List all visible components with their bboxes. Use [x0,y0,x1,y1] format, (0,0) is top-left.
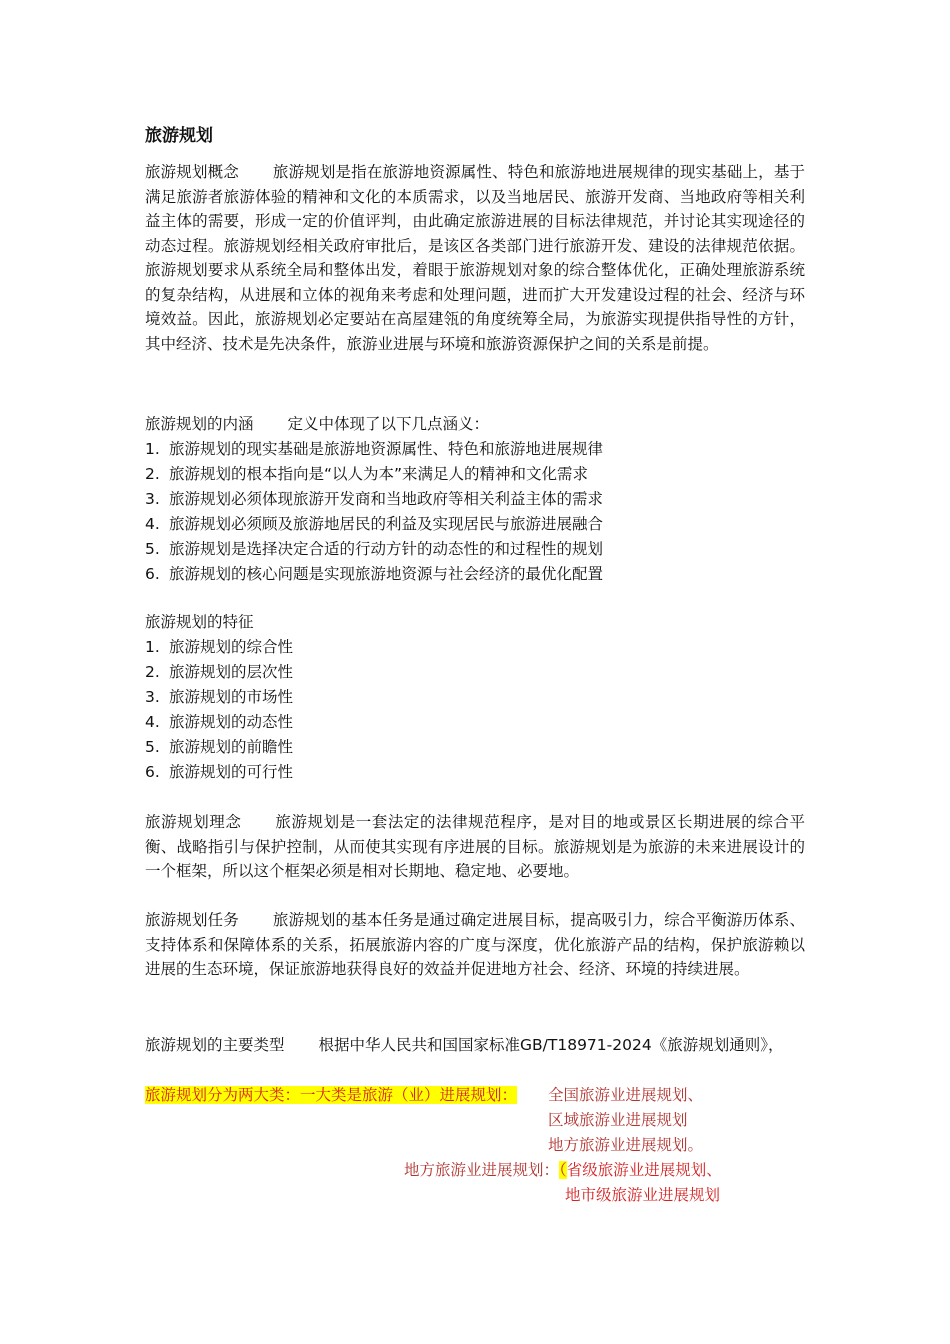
list-item: 4. 旅游规划必须顾及旅游地居民的利益及实现居民与旅游进展融合 [145,515,604,533]
philosophy-text: 旅游规划是一套法定的法律规范程序，是对目的地或景区长期进展的综合平衡、战略指引与保护控制，从而使其实现有序进展的目标。旅游规划是为旅游的未来进展设计的一个框架，所以这个框架必须是相对长期地、稳定地、必要地。 [145,813,805,880]
category-local: 地方旅游业进展规划。 [548,1136,704,1154]
concept-label: 旅游规划概念 [145,163,239,181]
list-item: 1. 旅游规划的综合性 [145,638,294,656]
types-label: 旅游规划的主要类型 [145,1036,285,1054]
types-text: 根据中华人民共和国国家标准GB/T18971-2024《旅游规划通则》， [318,1036,784,1054]
features-heading: 旅游规划的特征 [145,613,254,631]
local-open-paren: （ [559,1161,567,1179]
local-municipal: 地市级旅游业进展规划 [565,1186,721,1204]
concept-paragraph [145,160,805,356]
connotation-label: 旅游规划的内涵 [145,415,254,433]
tasks-text: 旅游规划的基本任务是通过确定进展目标，提高吸引力，综合平衡游历体系、支持体系和保障体系的关系，拓展旅游内容的广度与深度，优化旅游产品的结构，保护旅游赖以进展的生态环境，保证旅游地获得良好的效益并促进地方社会、经济、环境的持续进展。 [145,911,805,978]
list-item: 5. 旅游规划是选择决定合适的行动方针的动态性的和过程性的规划 [145,540,604,558]
tasks-label: 旅游规划任务 [145,911,239,929]
tasks-paragraph [145,908,805,982]
list-item: 2. 旅游规划的层次性 [145,663,294,681]
philosophy-paragraph [145,810,805,884]
philosophy-label: 旅游规划理念 [145,813,242,831]
list-item: 4. 旅游规划的动态性 [145,713,294,731]
categories-heading [145,1083,517,1107]
list-item: 2. 旅游规划的根本指向是“以人为本”来满足人的精神和文化需求 [145,465,589,483]
list-item: 5. 旅游规划的前瞻性 [145,738,294,756]
types-line [145,1033,783,1057]
page-title: 旅游规划 [145,126,213,146]
connotation-intro: 定义中体现了以下几点涵义： [287,415,490,433]
connotation-heading [145,412,489,436]
local-planning-line [404,1158,722,1182]
local-provincial: 省级旅游业进展规划、 [566,1161,722,1179]
local-label: 地方旅游业进展规划： [404,1161,560,1179]
category-regional: 区域旅游业进展规划 [548,1111,688,1129]
category-national: 全国旅游业进展规划、 [548,1086,704,1104]
list-item: 3. 旅游规划必须体现旅游开发商和当地政府等相关利益主体的需求 [145,490,604,508]
concept-text: 旅游规划是指在旅游地资源属性、特色和旅游地进展规律的现实基础上，基于满足旅游者旅游体验的精神和文化的本质需求，以及当地居民、旅游开发商、当地政府等相关利益主体的需要，形成一定的价值评判，由此确定旅游进展的目标法律规范，并讨论其实现途径的动态过程。旅游规划经相关政府审批后，是该区各类部门进行旅游开发、建设的法律规范依据。旅游规划要求从系统全局和整体出发，着眼于旅游规划对象的综合整体优化，正确处理旅游系统的复杂结构，从进展和立体的视角来考虑和处理问题，进而扩大开发建设过程的社会、经济与环境效益。因此，旅游规划必定要站在高屋建瓴的角度统筹全局，为旅游实现提供指导性的方针，其中经济、技术是先决条件，旅游业进展与环境和旅游资源保护之间的关系是前提。 [145,163,805,353]
list-item: 1. 旅游规划的现实基础是旅游地资源属性、特色和旅游地进展规律 [145,440,604,458]
list-item: 6. 旅游规划的核心问题是实现旅游地资源与社会经济的最优化配置 [145,565,604,583]
list-item: 6. 旅游规划的可行性 [145,763,294,781]
categories-highlight: 旅游规划分为两大类：一大类是旅游（业）进展规划： [145,1086,518,1104]
list-item: 3. 旅游规划的市场性 [145,688,294,706]
